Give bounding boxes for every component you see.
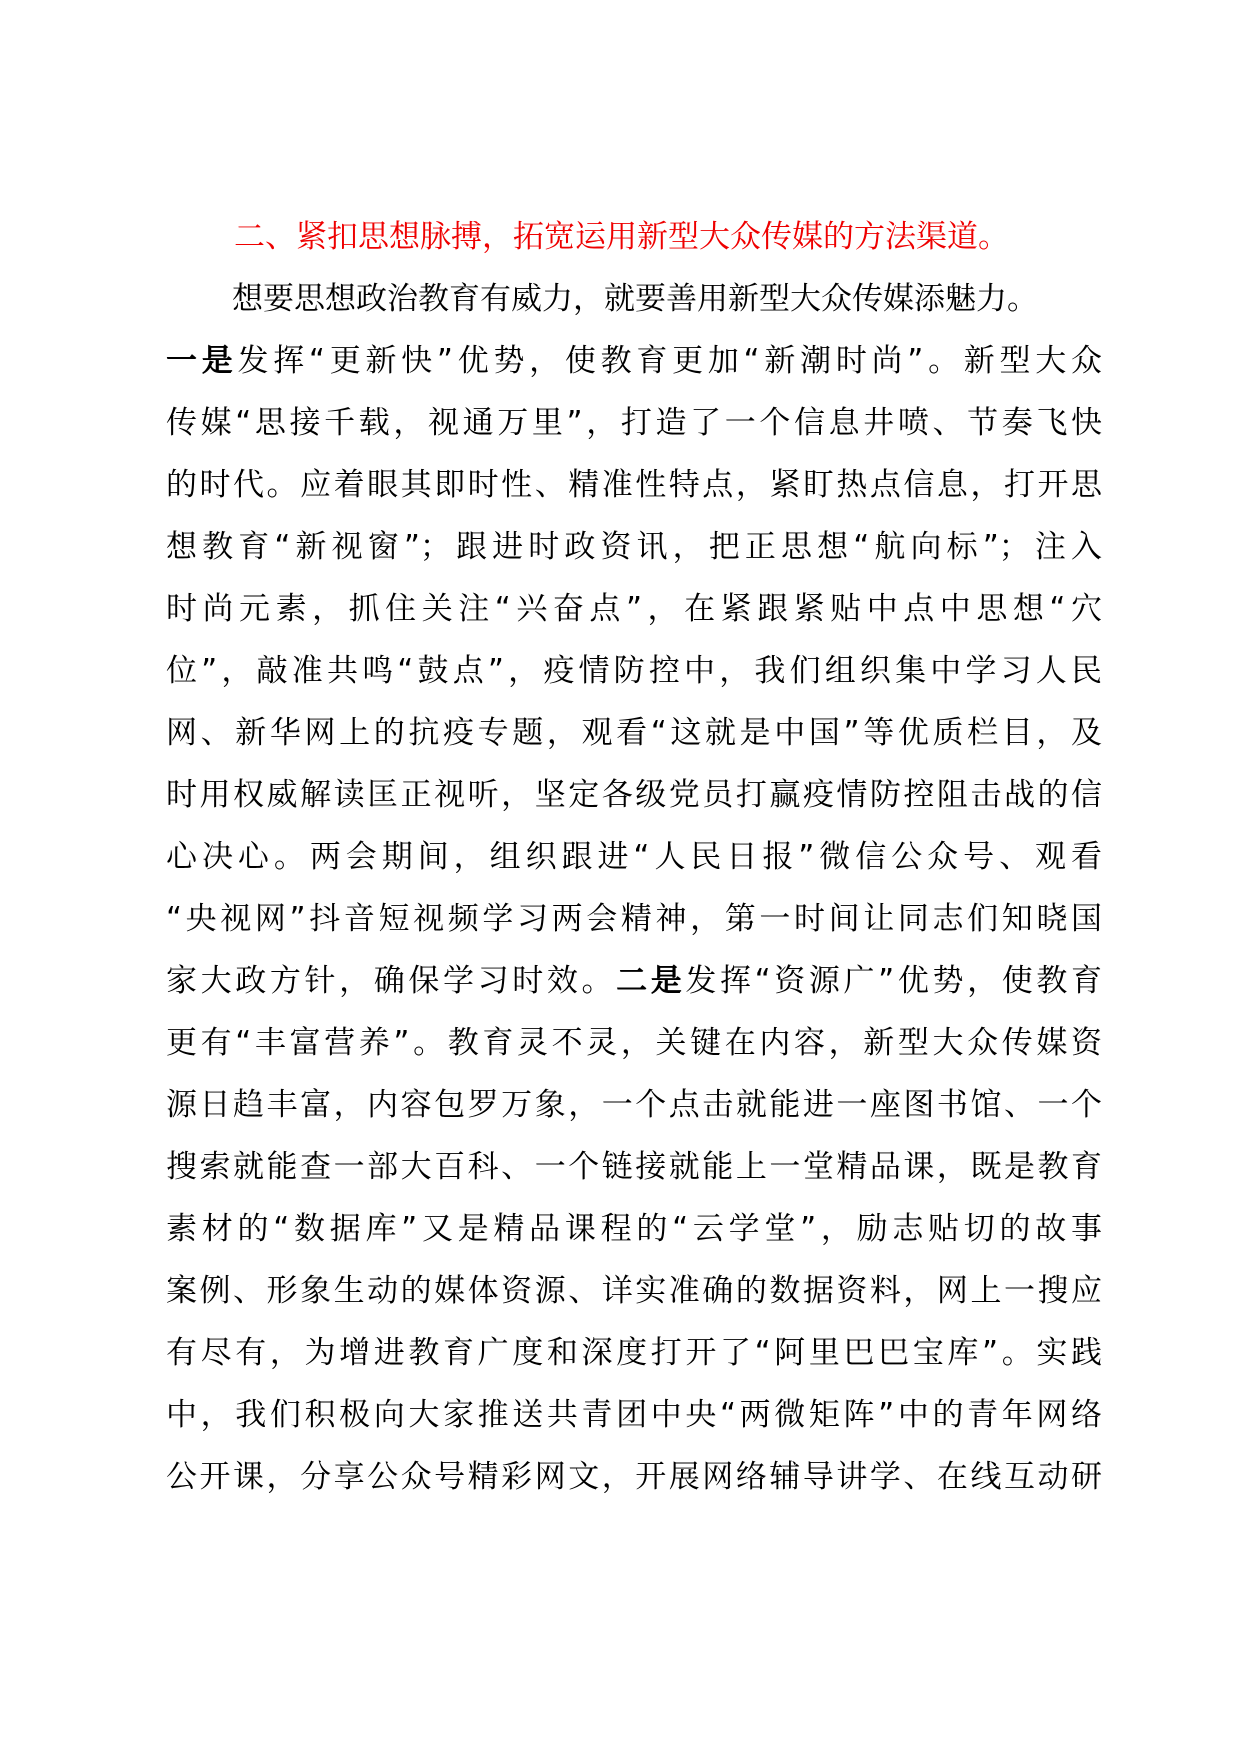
text-segment: 网、新华网上的抗疫专题，观看“这就是中国”等优质栏目，及 — [166, 715, 1102, 751]
text-segment: 发挥“更新快”优势，使教育更加“新潮时尚”。新型大众 — [237, 343, 1102, 379]
text-segment: 发挥“资源广”优势，使教育 — [685, 963, 1102, 999]
text-segment: 源日趋丰富，内容包罗万象，一个点击就能进一座图书馆、一个 — [166, 1087, 1102, 1123]
text-line — [166, 578, 1102, 640]
text-segment: “央视网”抖音短视频学习两会精神，第一时间让同志们知晓国 — [166, 901, 1102, 937]
text-line — [166, 1012, 1102, 1074]
text-line — [166, 1260, 1102, 1322]
body-paragraph — [166, 268, 1102, 1508]
bold-marker: 一是 — [166, 343, 238, 379]
text-segment: 时尚元素，抓住关注“兴奋点”，在紧跟紧贴中点中思想“穴 — [166, 591, 1102, 627]
text-line — [166, 330, 1102, 392]
text-segment: 想要思想政治教育有威力，就要善用新型大众传媒添魅力。 — [232, 281, 1038, 317]
text-line — [166, 702, 1102, 764]
text-line — [166, 950, 1102, 1012]
text-segment: 有尽有，为增进教育广度和深度打开了“阿里巴巴宝库”。实践 — [166, 1335, 1102, 1371]
text-line — [166, 268, 1102, 330]
text-line — [166, 454, 1102, 516]
text-segment: 的时代。应着眼其即时性、精准性特点，紧盯热点信息，打开思 — [166, 467, 1102, 503]
text-segment: 中，我们积极向大家推送共青团中央“两微矩阵”中的青年网络 — [166, 1397, 1102, 1433]
text-segment: 传媒“思接千载，视通万里”，打造了一个信息井喷、节奏飞快 — [166, 405, 1102, 441]
text-segment: 案例、形象生动的媒体资源、详实准确的数据资料，网上一搜应 — [166, 1273, 1102, 1309]
text-line — [166, 1136, 1102, 1198]
text-segment: 位”，敲准共鸣“鼓点”，疫情防控中，我们组织集中学习人民 — [166, 653, 1102, 689]
text-segment: 更有“丰富营养”。教育灵不灵，关键在内容，新型大众传媒资 — [166, 1025, 1102, 1061]
text-line — [166, 888, 1102, 950]
bold-marker: 二是 — [616, 963, 686, 999]
text-line — [166, 1322, 1102, 1384]
text-line — [166, 1074, 1102, 1136]
text-line — [166, 1384, 1102, 1446]
document-body — [166, 206, 1102, 1508]
text-segment: 家大政方针，确保学习时效。 — [166, 963, 617, 999]
section-heading: 二、紧扣思想脉搏，拓宽运用新型大众传媒的方法渠道。 — [234, 219, 1009, 255]
text-line — [166, 1198, 1102, 1260]
text-segment: 心决心。两会期间，组织跟进“人民日报”微信公众号、观看 — [166, 839, 1102, 875]
text-segment: 想教育“新视窗”；跟进时政资讯，把正思想“航向标”；注入 — [166, 529, 1102, 565]
text-line — [166, 516, 1102, 578]
text-line — [166, 826, 1102, 888]
text-segment: 公开课，分享公众号精彩网文，开展网络辅导讲学、在线互动研 — [166, 1459, 1102, 1495]
text-line — [166, 764, 1102, 826]
text-segment: 素材的“数据库”又是精品课程的“云学堂”，励志贴切的故事 — [166, 1211, 1102, 1247]
text-line — [166, 392, 1102, 454]
text-segment: 时用权威解读匡正视听，坚定各级党员打赢疫情防控阻击战的信 — [166, 777, 1102, 813]
text-line — [166, 1446, 1102, 1508]
text-line — [166, 640, 1102, 702]
text-segment: 搜索就能查一部大百科、一个链接就能上一堂精品课，既是教育 — [166, 1149, 1102, 1185]
